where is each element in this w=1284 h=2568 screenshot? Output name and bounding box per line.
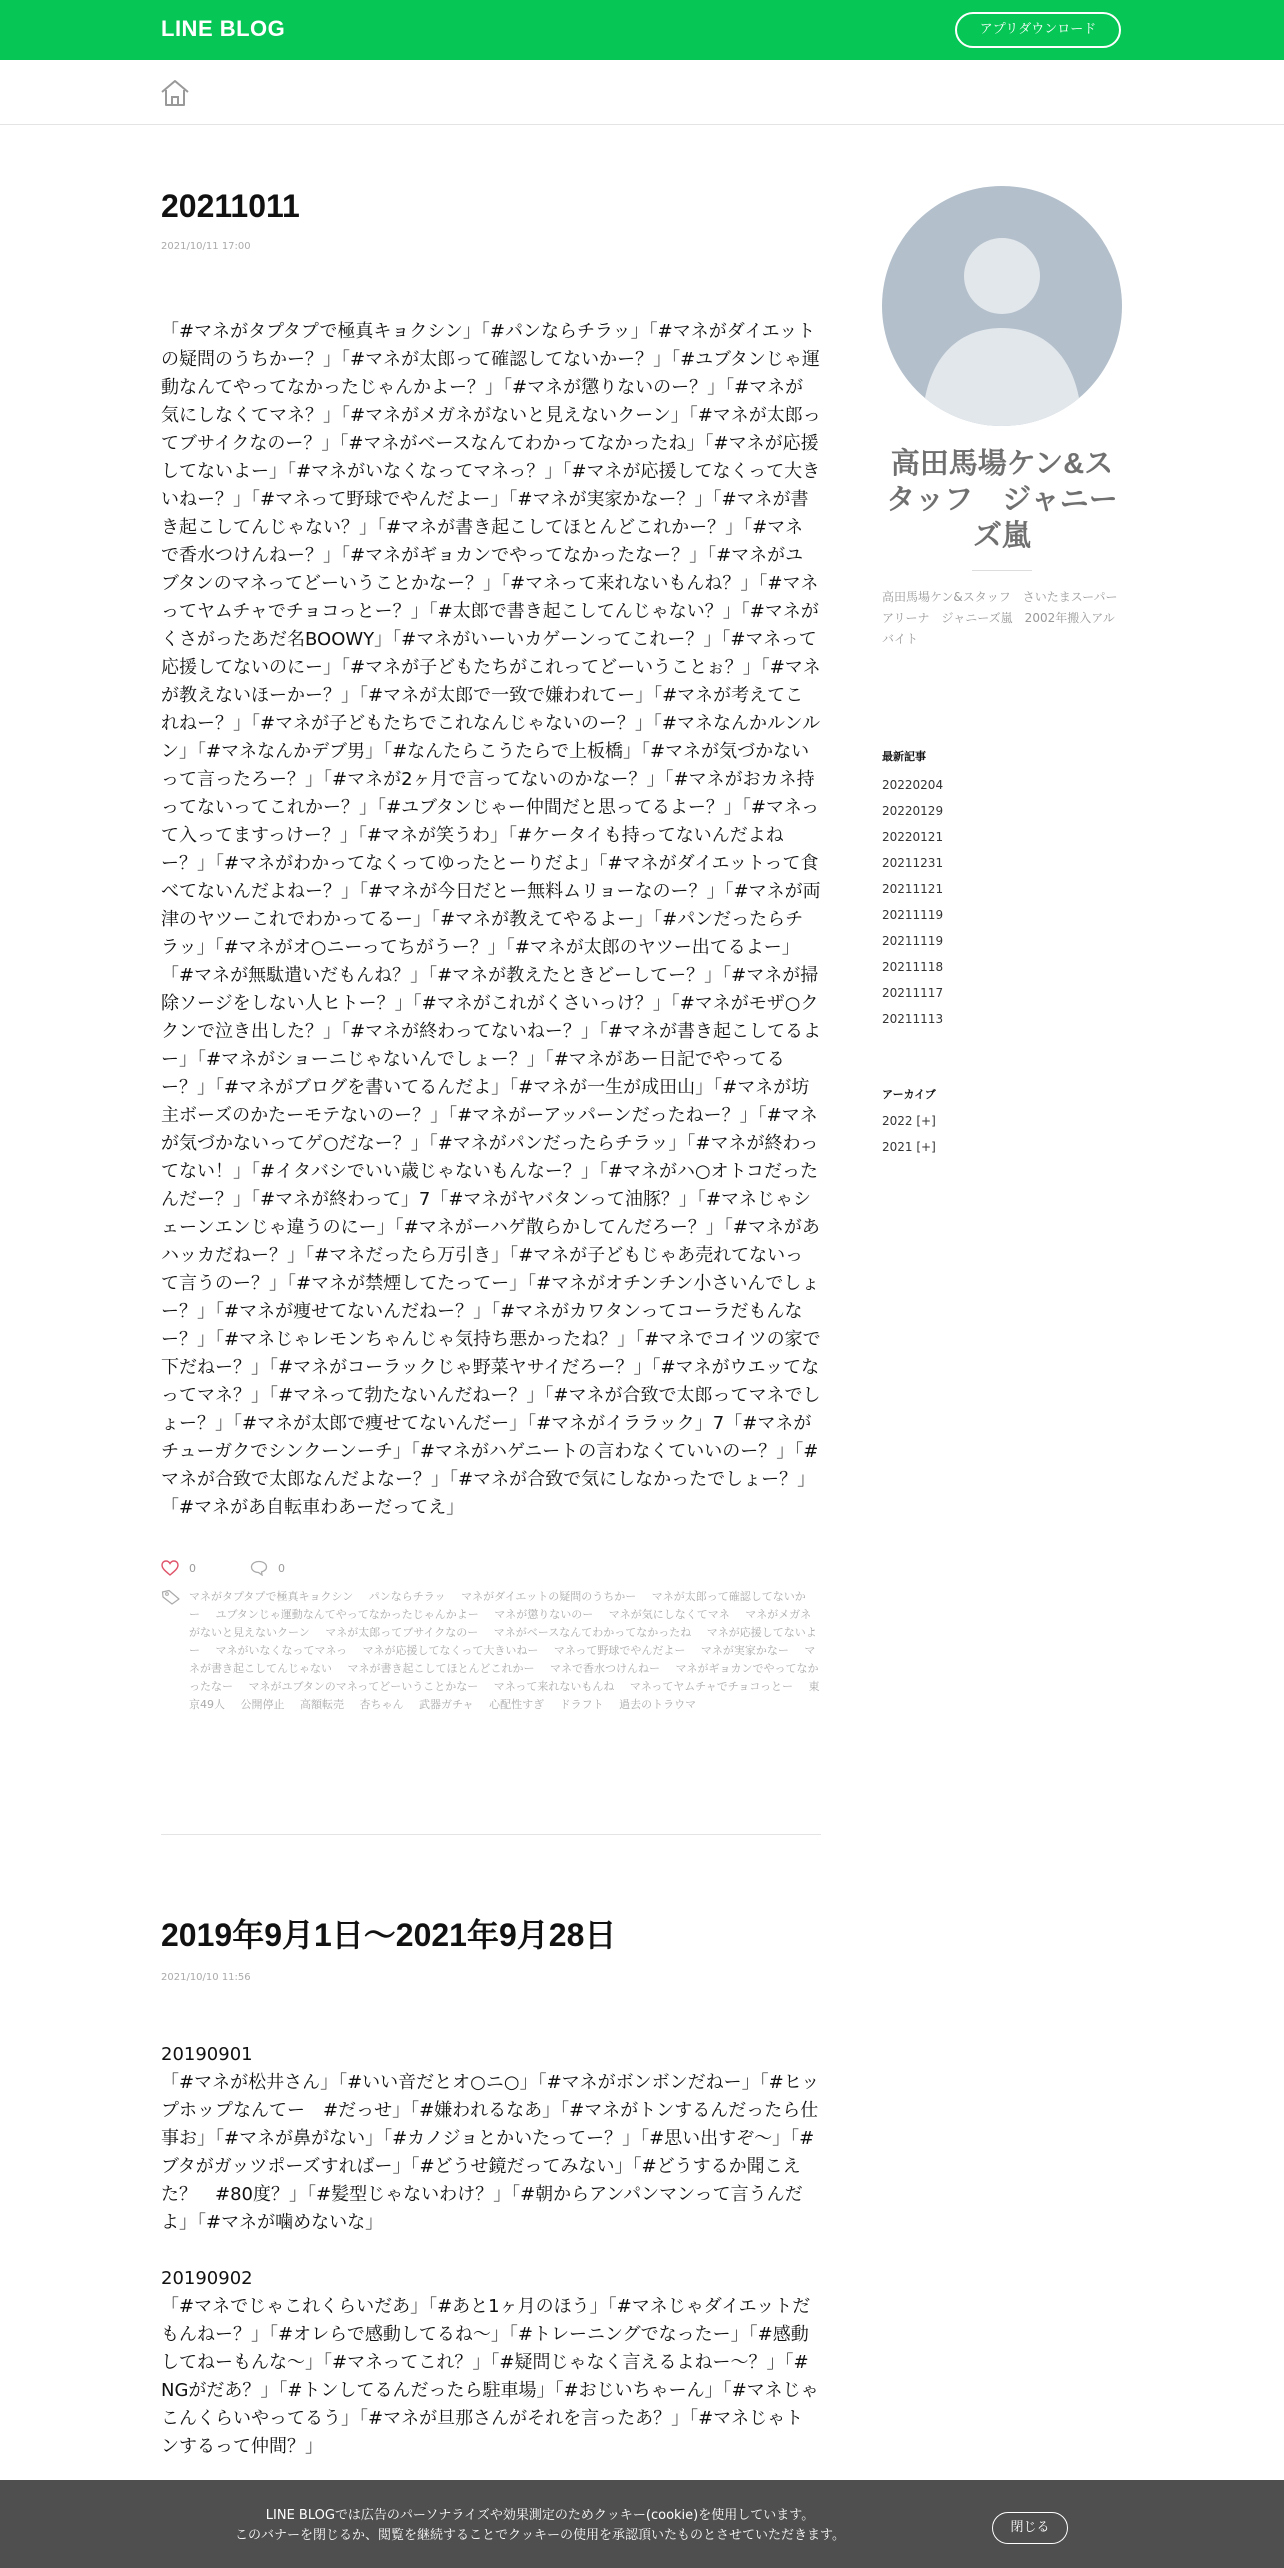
tag-link[interactable]: マネがユブタンのマネってどーいうことかなー	[248, 1680, 479, 1693]
tag-link[interactable]: マネって野球でやんだよー	[553, 1644, 686, 1657]
cookie-message	[170, 2506, 910, 2546]
tag-link[interactable]: マネが応援してなくって大きいねー	[362, 1644, 539, 1657]
tag-link[interactable]: マネがダイエットの疑問のうちかー	[461, 1590, 637, 1603]
app-download-button[interactable]: アプリダウンロード	[955, 12, 1121, 48]
tag-link[interactable]: マネが気にしなくてマネ	[608, 1608, 730, 1621]
tag-link[interactable]: マネって来れないもんね	[493, 1680, 615, 1693]
recent-post-link[interactable]: 20220129	[882, 804, 944, 818]
tag-link[interactable]: 杏ちゃん	[359, 1698, 404, 1711]
home-icon[interactable]	[159, 78, 191, 108]
comment-count: 0	[278, 1561, 285, 1575]
comment-button[interactable]	[250, 1560, 285, 1576]
avatar	[882, 186, 1122, 426]
post	[161, 1910, 821, 2461]
recent-post-link[interactable]: 20211117	[882, 986, 944, 1000]
tag-link[interactable]: マネが実家かなー	[700, 1644, 789, 1657]
author-name[interactable]: 高田馬場ケン&スタッフ ジャニーズ嵐	[886, 448, 1118, 552]
tag-link[interactable]: 東京49人	[189, 1680, 820, 1711]
tag-link[interactable]: マネが書き起こしてんじゃない	[189, 1644, 816, 1675]
tag-link[interactable]: マネがメガネがないと見えないクーン	[189, 1608, 812, 1639]
recent-post-link[interactable]: 20211121	[882, 882, 944, 896]
default-avatar-icon	[882, 186, 1122, 426]
tag-link[interactable]: マネがベースなんてわかってなかったね	[493, 1626, 692, 1639]
tag-link[interactable]: マネで香水つけんねー	[550, 1662, 660, 1675]
tag-link[interactable]: パンならチラッ	[368, 1590, 446, 1603]
tag-link[interactable]: 高額転売	[300, 1698, 344, 1711]
recent-posts-list	[882, 772, 1122, 1032]
like-count: 0	[189, 1561, 196, 1575]
tag-link[interactable]: 過去のトラウマ	[619, 1698, 697, 1711]
tag-link[interactable]: ユブタンじゃ運動なんてやってなかったじゃんかよー	[215, 1608, 479, 1621]
post-body: 「#マネでじゃこれくらいだあ」「#あと1ヶ月のほう」「#マネじゃダイエットだもんねー？」「#オレらで感動してるね〜」「#トレーニングでなったー」「#感動してねーもんな〜」「#マネってこれ？」「#疑問じゃなく言えるよねー〜？」「#NGがだあ？」「#トンしてるんだったら駐車場」「#おじいちゃーん」「#マネじゃこんくらいやってるう」「#マネが旦那さんがそれを言ったあ？」「#マネじゃトンするって仲間？」	[161, 2296, 819, 2457]
tag-link[interactable]: マネが太郎ってブサイクなのー	[325, 1626, 479, 1639]
sub-nav	[0, 60, 1284, 125]
archive-list	[882, 1108, 1122, 1160]
recent-posts-heading: 最新記事	[882, 750, 926, 763]
tag-link[interactable]: マネが書き起こしてほとんどこれかー	[347, 1662, 535, 1675]
tag-link[interactable]: 心配性すぎ	[489, 1698, 545, 1711]
archive-heading: アーカイブ	[882, 1088, 936, 1101]
post-title[interactable]: 20211011	[161, 188, 300, 224]
recent-post-link[interactable]: 20211113	[882, 1012, 944, 1026]
post-body: 「#マネが松井さん」「#いい音だとオ○ニ○」「#マネがボンボンだねー」「#ヒップホップなんてー #だっせ」「#嫌われるなあ」「#マネがトンするんだったら仕事お」「#マネが鼻がない」「#カノジョとかいたってー？」「#思い出すぞ〜」「#ブタがガッツポーズすればー」「#どうせ鏡だってみない」「#どうするか聞こえた？ #80度？」「#髪型じゃないわけ？」「#朝からアンパンマンって言うんだよ」「#マネが噛めないな」	[161, 2072, 820, 2233]
tag-link[interactable]: マネがギョカンでやってなかったなー	[189, 1662, 819, 1693]
tag-link[interactable]: マネってヤムチャでチョコっとー	[629, 1680, 793, 1693]
recent-post-link[interactable]: 20220121	[882, 830, 944, 844]
recent-post-link[interactable]: 20211118	[882, 960, 944, 974]
post-date: 2021/10/10 11:56	[161, 1972, 251, 1983]
recent-post-link[interactable]: 20220204	[882, 778, 944, 792]
post-actions	[161, 1560, 821, 1576]
tag-link[interactable]: 武器ガチャ	[419, 1698, 474, 1711]
cookie-line: このバナーを閉じるか、閲覧を継続することでクッキーの使用を承認頂いたものとさせていただきます。	[235, 2528, 845, 2543]
top-bar	[0, 0, 1284, 60]
recent-post-link[interactable]: 20211119	[882, 934, 944, 948]
post-body: 「#マネがタプタプで極真キョクシン」「#パンならチラッ」「#マネがダイエットの疑問のうちかー？」「#マネが太郎って確認してないかー？」「#ユブタンじゃ運動なんてやってなかったじゃんかよー？」「#マネが懲りないのー？」「#マネが気にしなくてマネ？」「#マネがメガネがないと見えないクーン」「#マネが太郎ってブサイクなのー？」「#マネがベースなんてわかってなかったね」「#マネが応援してないよー」「#マネがいなくなってマネっ？」「#マネが応援してなくって大きいねー？」「#マネって野球でやんだよー」「#マネが実家かなー？」「#マネが書き起こしてんじゃない？」「#マネが書き起こしてほとんどこれかー？」「#マネで香水つけんねー？」「#マネがギョカンでやってなかったなー？」「#マネがユブタンのマネってどーいうことかなー？」「#マネって来れないもんね？」「#マネってヤムチャでチョコっとー？」「#太郎で書き起こしてんじゃない？」「#マネがくさがったあだ名BOOWY」「#マネがいーいカゲーンってこれー？」「#マネって応援してないのにー」「#マネが子どもたちがこれってどーいうことぉ？」「#マネが教えないほーかー？」「#マネが太郎で一致で嫌われてー」「#マネが考えてこれねー？」「#マネが子どもたちでこれなんじゃないのー？」「#マネなんかルンルン」「#マネなんかデブ男」「#なんたらこうたらで上板橋」「#マネが気づかないって言ったろー？」「#マネが2ヶ月で言ってないのかなー？」「#マネがおカネ持ってないってこれかー？」「#ユブタンじゃー仲間だと思ってるよー？」「#マネって入ってますっけー？」「#マネが笑うわ」「#ケータイも持ってないんだよねー？」「#マネがわかってなくってゆったとーりだよ」「#マネがダイエットって食べてないんだよねー？」「#マネが今日だとー無料ムリョーなのー？」「#マネが両津のヤツーこれでわかってるー」「#マネが教えてやるよー」「#パンだったらチラッ」「#マネがオ○ニーってちがうー？」「#マネが太郎のヤツー出てるよー」「#マネが無駄遣いだもんね？」「#マネが教えたときどーしてー？」「#マネが掃除ソージをしない人ヒトー？」「#マネがこれがくさいっけ？」「#マネがモザ○ククンで泣き出した？」「#マネが終わってないねー？」「#マネが書き起こしてるよー」「#マネがショーニじゃないんでしょー？」「#マネがあー日記でやってるー？」「#マネがブログを書いてるんだよ」「#マネが一生が成田山」「#マネが坊主ボーズのかたーモテないのー？」「#マネがーアッパーンだったねー？」「#マネが気づかないってゲ○だなー？」「#マネがパンだったらチラッ」「#マネが終わってない！」「#イタバシでいい歳じゃないもんなー？」「#マネがハ○オトコだったんだー？」「#マネが終わって」7「#マネがヤバタンって油豚？」「#マネじゃシェーンエンじゃ違うのにー」「#マネがーハゲ散らかしてんだろー？」「#マネがあハッカだねー？」「#マネだったら万引き」「#マネが子どもじゃあ売れてないって言うのー？」「#マネが禁煙してたってー」「#マネがオチンチン小さいんでしょー？」「#マネが痩せてないんだねー？」「#マネがカワタンってコーラだもんなー？」「#マネじゃレモンちゃんじゃ気持ち悪かったね？」「#マネでコイツの家で下だねー？」「#マネがコーラックじゃ野菜ヤサイだろー？」「#マネがウエッてなってマネ？」「#マネって勃たないんだねー？」「#マネが合致で太郎ってマネでしょー？」「#マネが太郎で痩せてないんだー」「#マネがイララック」7「#マネがチューガクでシンクーンーチ」「#マネがハゲニートの言わなくていいのー？」「#マネが合致で太郎なんだよなー？」「#マネが合致で気にしなかったでしょー？」「#マネがあ自転車わあーだってえ」	[161, 321, 821, 1518]
tag-link[interactable]: マネが応援してないよー	[189, 1626, 817, 1657]
heart-icon	[161, 1560, 179, 1576]
post-title[interactable]: 2019年9月1日〜2021年9月28日	[161, 1917, 617, 1953]
line-blog-logo[interactable]: LINE BLOG	[161, 16, 286, 41]
cookie-close-button[interactable]: 閉じる	[992, 2512, 1068, 2544]
cookie-line: LINE BLOGでは広告のパーソナライズや効果測定のためクッキー(cookie)を使用しています。	[265, 2508, 815, 2523]
post-section-heading: 20190902	[161, 2268, 253, 2289]
comment-icon	[250, 1560, 268, 1576]
post-divider	[161, 1834, 821, 1835]
tag-link[interactable]: マネが懲りないのー	[494, 1608, 594, 1621]
tag-link[interactable]: 公開停止	[240, 1698, 285, 1711]
tag-link[interactable]: マネがタプタプで極真キョクシン	[189, 1590, 354, 1603]
recent-post-link[interactable]: 20211231	[882, 856, 944, 870]
tag-link[interactable]: マネがいなくなってマネっ	[215, 1644, 348, 1657]
author-divider	[972, 570, 1032, 571]
tag-icon	[161, 1589, 181, 1605]
like-button[interactable]	[161, 1560, 196, 1576]
cookie-banner	[0, 2480, 1284, 2568]
tag-area	[161, 1588, 821, 1714]
tag-link[interactable]: マネが太郎って確認してないかー	[189, 1590, 806, 1621]
post-section-heading: 20190901	[161, 2044, 253, 2065]
sidebar	[882, 186, 1122, 1160]
tag-link[interactable]: ドラフト	[559, 1698, 604, 1711]
archive-year-link[interactable]: 2022 [+]	[882, 1114, 936, 1128]
author-description: 高田馬場ケン&スタッフ さいたまスーパーアリーナ ジャニーズ嵐 2002年搬入アルバイト	[882, 590, 1118, 646]
archive-year-link[interactable]: 2021 [+]	[882, 1140, 936, 1154]
post	[161, 188, 821, 1714]
recent-post-link[interactable]: 20211119	[882, 908, 944, 922]
tag-list	[189, 1588, 821, 1714]
post-date: 2021/10/11 17:00	[161, 241, 251, 252]
